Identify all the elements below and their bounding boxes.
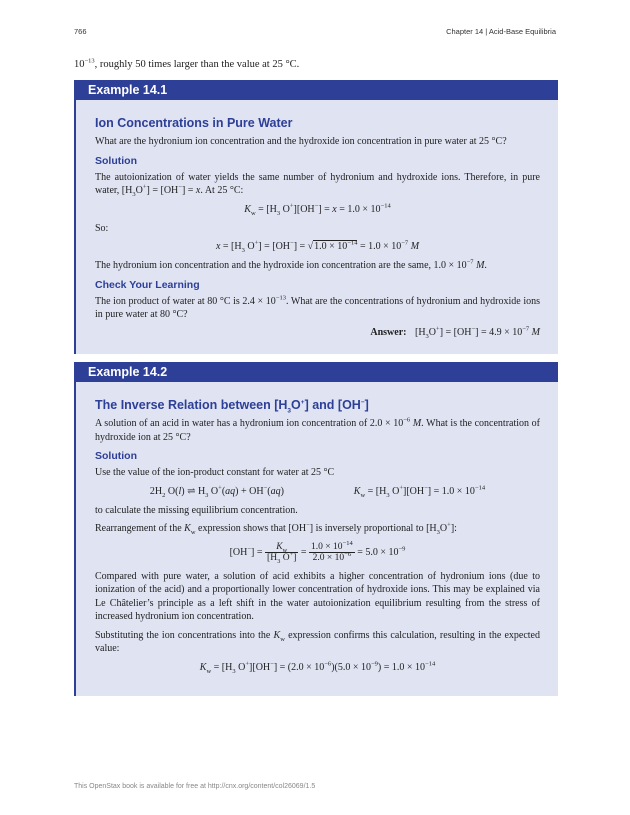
solution-paragraph: The autoionization of water yields the same number of hydronium and hydroxide ions. Therefore, in pure water, $[H_3O^+] = [OH^-] = x$. At 25 °C: [95,171,540,198]
oh-equation: [OH−] = $\frac{K_w}{[H_3 O^+]}$ = $\frac{1.0 \times 10^{-14}}{2.0 \times 10^{-6}}$ = $5.0 \times 10^{-9}$ [229,539,406,565]
subst-text-1: Substituting the ion concentrations into the [95,629,274,641]
question-text: A solution of an acid in water has a hydronium ion concentration of 2.0 × 10 [95,418,404,429]
question-tail: . What is the concentration of hydroxide ion at 25 °C? [95,418,540,443]
final-equation: $K_w = [H_3$ $O^+][OH^-] = (2.0 \times 10^{-6})(5.0 \times 10^{-9}) = 1.0 \times 10^{-14}$ [199,660,436,675]
intro-text: , roughly 50 times larger than the value at 25 °C. [94,59,300,70]
conclusion-paragraph: The hydronium ion concentration and the hydroxide ion concentration are the same, $1.0 \times 10^{-7}$ M. [95,258,487,271]
kw-expression: $K_w = [H_3$ $O^+][OH^-] = 1.0 \times 10^{-14}$ [353,484,486,499]
reaction-equation: $2H_2$ O(l) ⇌ $H_3$ O+(aq) + OH−(aq) [149,484,284,499]
rearrange-paragraph: Rearrangement of the $K_w$ expression shows that [OH−] is inversely proportional to $[H_3O^+]$: [95,521,457,536]
check-text-2: . What are the concentrations of hydronium and hydroxide ions in pure water at 80 °C? [95,295,540,320]
chapter-header: Chapter 14 | Acid-Base Equilibria [446,27,556,36]
answer-line: Answer: $[H_3O^+] = [OH^-] = 4.9 \times 10^{-7}$ M [370,325,540,340]
subst-paragraph: Substituting the ion concentrations into the $K_w$ expression confirms this calculation, resulting in the expected value: [95,629,540,654]
x-equation: $x = [H_3$ $O^+] = [OH^-] = √1.0 \times 10^{-14} = 1.0 \times 10^{-7}$ M [215,239,420,254]
example-title: Ion Concentrations in Pure Water [95,116,293,130]
conclusion-text: The hydronium ion concentration and the hydroxide ion concentration are the same, 1.0 × 10 [95,260,467,271]
example-label: Example 14.2 [76,362,558,382]
kw-equation: $K_w = [H_3$ $O^+][OH^-] = x = 1.0 \times 10^{-14}$ [244,202,391,217]
example-box-2 [74,362,558,696]
answer-label: Answer: [370,326,407,338]
rearrange-text-2: expression shows that [OH [195,523,307,534]
check-paragraph: The ion product of water at 80 °C is $2.4 \times 10^{-13}$. What are the concentrations of hydronium and hydroxide ions in pure water at 80 °C? [95,294,540,320]
example-box-1 [74,80,558,354]
missing-text: to calculate the missing equilibrium concentration. [95,504,298,516]
equilibrium-equations [95,486,540,497]
so-label: So: [95,222,109,234]
check-heading: Check Your Learning [95,278,200,291]
solution-text: The autoionization of water yields the same number of hydronium and hydroxide ions. Therefore, in pure water, [H [95,171,540,196]
question-paragraph: A solution of an acid in water has a hydronium ion concentration of $2.0 \times 10^{-6}$ M. What is the concentration of hydroxide ion at 25 °C? [95,416,540,443]
title-text: The Inverse Relation between [H [95,398,288,412]
compare-text: Compared with pure water, a solution of acid exhibits a higher concentration of hydronium ions (due to ionization of the acid) and a proportionally lower concentration of hydroxide ions. This may be explained via Le Châtelier’s principle as a left shift in the water autoionization equilibrium resulting from the stress of increased hydronium ion concentration. [95,570,540,622]
rearrange-text-1: Rearrangement of the [95,523,185,534]
use-text: Use the value of the ion-product constant for water at 25 °C [95,467,335,478]
page-number: 766 [74,27,87,36]
solution-heading: Solution [95,154,137,167]
footer-note: This OpenStax book is available for free at http://cnx.org/content/col26069/1.5 [74,783,316,790]
subst-text-2: expression confirms this calculation, resulting in the expected value: [95,629,540,654]
example-label: Example 14.1 [76,80,558,100]
example-title: The Inverse Relation between $[H_3O^+]$ and [OH−] [95,398,369,415]
question-text: What are the hydronium ion concentration and the hydroxide ion concentration in pure water at 25 °C? [95,136,507,147]
solution-heading: Solution [95,450,137,462]
intro-line: $10^{-13}$, roughly 50 times larger than the value at 25 °C. [74,57,300,70]
check-text-1: The ion product of water at 80 °C is 2.4 × 10 [95,295,276,307]
rearrange-text-3: ] is inversely proportional to [H [309,523,437,534]
